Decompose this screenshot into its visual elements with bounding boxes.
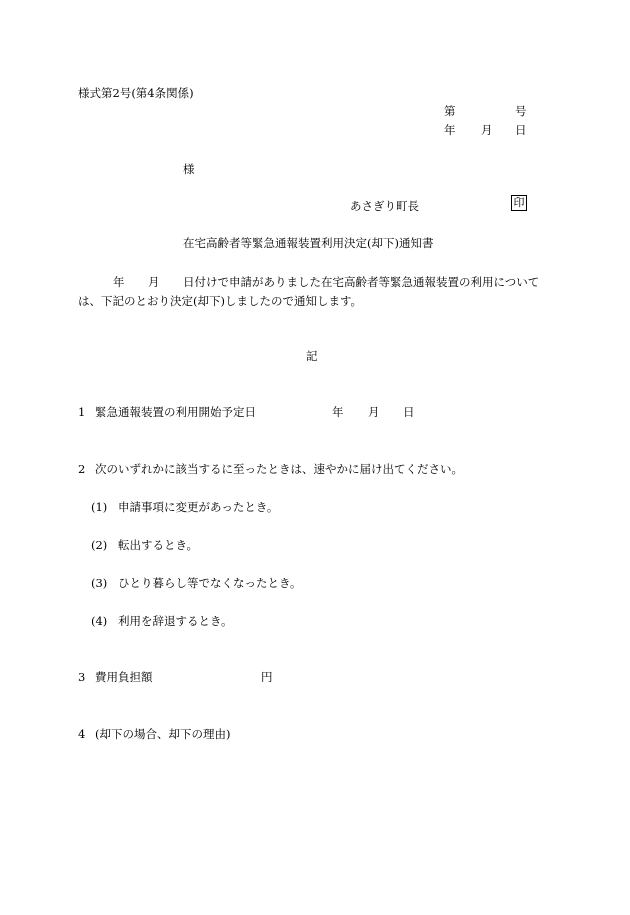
item-3-number: 3 xyxy=(78,670,86,684)
form-number: 様式第2号(第4条関係) xyxy=(78,86,194,100)
ki-heading: 記 xyxy=(306,349,318,363)
issuer-name: あさぎり町長 xyxy=(350,199,419,213)
body-year: 年 xyxy=(113,275,125,289)
document-title: 在宅高齢者等緊急通報装置利用決定(却下)通知書 xyxy=(183,236,434,250)
item-1-number: 1 xyxy=(78,405,86,419)
sub-item-number: (3) xyxy=(91,576,108,590)
item-3-unit: 円 xyxy=(261,670,273,684)
date-day: 日 xyxy=(515,123,527,137)
sub-item-text: 転出するとき。 xyxy=(118,538,199,552)
date-year: 年 xyxy=(444,123,456,137)
body-line1: 日付けで申請がありました在宅高齢者等緊急通報装置の利用について xyxy=(183,275,540,289)
date-month: 月 xyxy=(481,123,493,137)
item-3-label: 費用負担額 xyxy=(95,670,153,684)
item-2-label: 次のいずれかに該当するに至ったときは、速やかに届け出てください。 xyxy=(95,462,463,476)
doc-number-dai: 第 xyxy=(444,104,456,118)
item-1-label: 緊急通報装置の利用開始予定日 xyxy=(95,405,256,419)
sub-item-number: (4) xyxy=(91,614,108,628)
sub-item-number: (2) xyxy=(91,538,108,552)
item-2-number: 2 xyxy=(78,462,86,476)
sub-item-number: (1) xyxy=(91,500,108,514)
item-4-label: (却下の場合、却下の理由) xyxy=(95,727,231,741)
sub-item-text: 利用を辞退するとき。 xyxy=(118,614,233,628)
seal-box: 印 xyxy=(511,195,527,211)
item-4-number: 4 xyxy=(78,727,86,741)
item-1-year: 年 xyxy=(332,405,344,419)
sub-item-text: 申請事項に変更があったとき。 xyxy=(118,500,279,514)
item-1-day: 日 xyxy=(403,405,415,419)
sub-item-text: ひとり暮らし等でなくなったとき。 xyxy=(118,576,302,590)
body-month: 月 xyxy=(148,275,160,289)
item-1-month: 月 xyxy=(368,405,380,419)
body-line2: は、下記のとおり決定(却下)しましたので通知します。 xyxy=(78,294,363,308)
doc-number-go: 号 xyxy=(515,104,527,118)
addressee-suffix: 様 xyxy=(183,162,195,176)
